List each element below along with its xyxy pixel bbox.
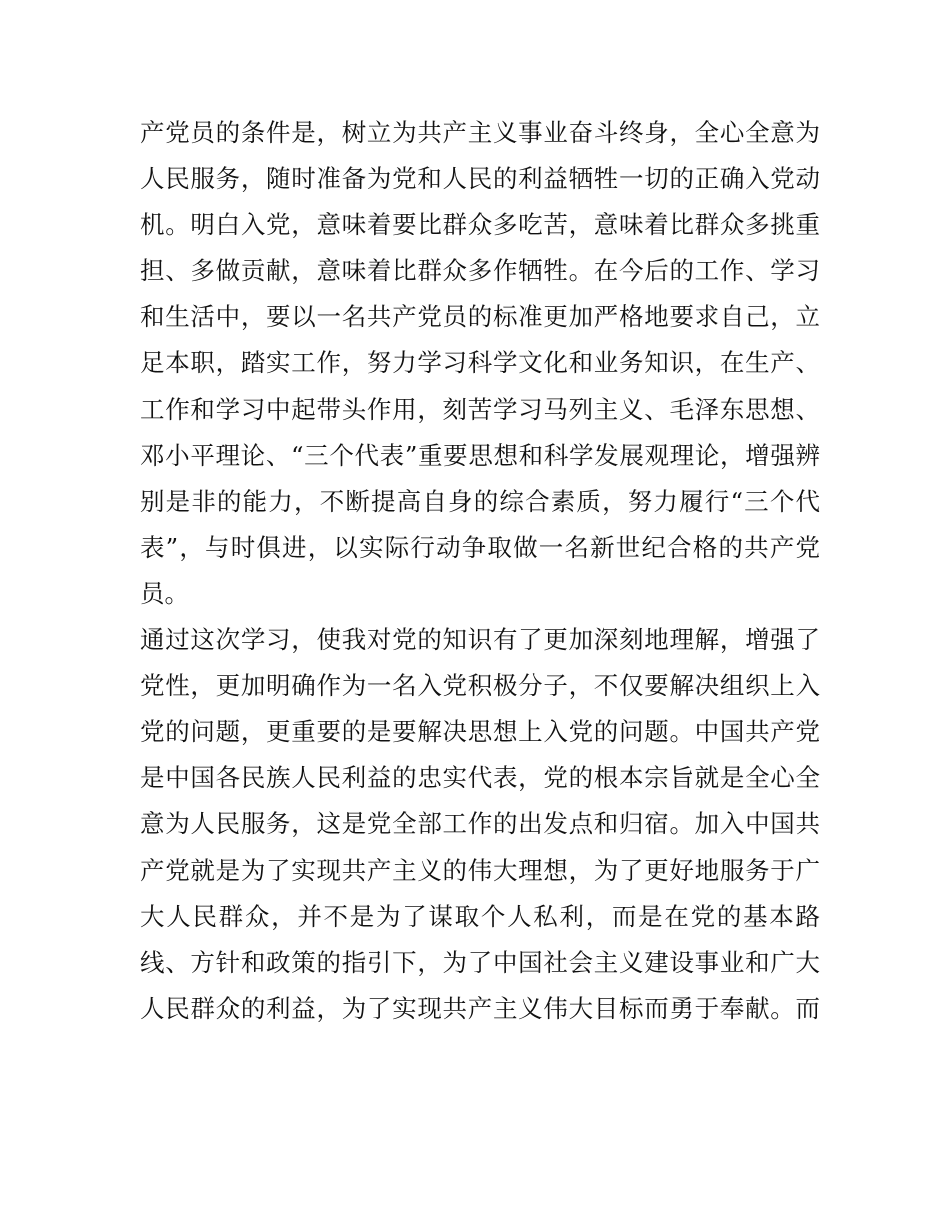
text-line: 足本职，踏实工作，努力学习科学文化和业务知识，在生产、 (140, 348, 820, 378)
text-line: 和生活中，要以一名共产党员的标准更加严格地要求自己，立 (140, 302, 820, 332)
text-line: 线、方针和政策的指引下，为了中国社会主义建设事业和广大 (140, 947, 820, 977)
text-line: 大人民群众，并不是为了谋取个人私利，而是在党的基本路 (140, 901, 820, 931)
text-line: 人民群众的利益，为了实现共产主义伟大目标而勇于奉献。而 (140, 993, 820, 1023)
text-line: 机。明白入党，意味着要比群众多吃苦，意味着比群众多挑重 (140, 210, 820, 240)
text-line: 产党员的条件是，树立为共产主义事业奋斗终身，全心全意为 (140, 118, 820, 147)
text-line: 邓小平理论、“三个代表”重要思想和科学发展观理论，增强辨 (140, 440, 820, 470)
text-line: 党的问题，更重要的是要解决思想上入党的问题。中国共产党 (140, 717, 820, 747)
text-line: 通过这次学习，使我对党的知识有了更加深刻地理解，增强了 (140, 625, 820, 655)
document-body (140, 110, 820, 1032)
text-line: 表”，与时俱进，以实际行动争取做一名新世纪合格的共产党 (140, 532, 820, 562)
text-line: 党性，更加明确作为一名入党积极分子，不仅要解决组织上入 (140, 671, 820, 701)
text-line: 是中国各民族人民利益的忠实代表，党的根本宗旨就是全心全 (140, 763, 820, 793)
text-line: 意为人民服务，这是党全部工作的出发点和归宿。加入中国共 (140, 809, 820, 839)
text-line: 产党就是为了实现共产主义的伟大理想，为了更好地服务于广 (140, 855, 820, 885)
text-line: 别是非的能力，不断提高自身的综合素质，努力履行“三个代 (140, 486, 820, 516)
text-line: 人民服务，随时准备为党和人民的利益牺牲一切的正确入党动 (140, 164, 820, 194)
text-line: 担、多做贡献，意味着比群众多作牺牲。在今后的工作、学习 (140, 256, 820, 286)
text-line: 工作和学习中起带头作用，刻苦学习马列主义、毛泽东思想、 (140, 394, 820, 424)
text-line: 员。 (140, 578, 189, 608)
